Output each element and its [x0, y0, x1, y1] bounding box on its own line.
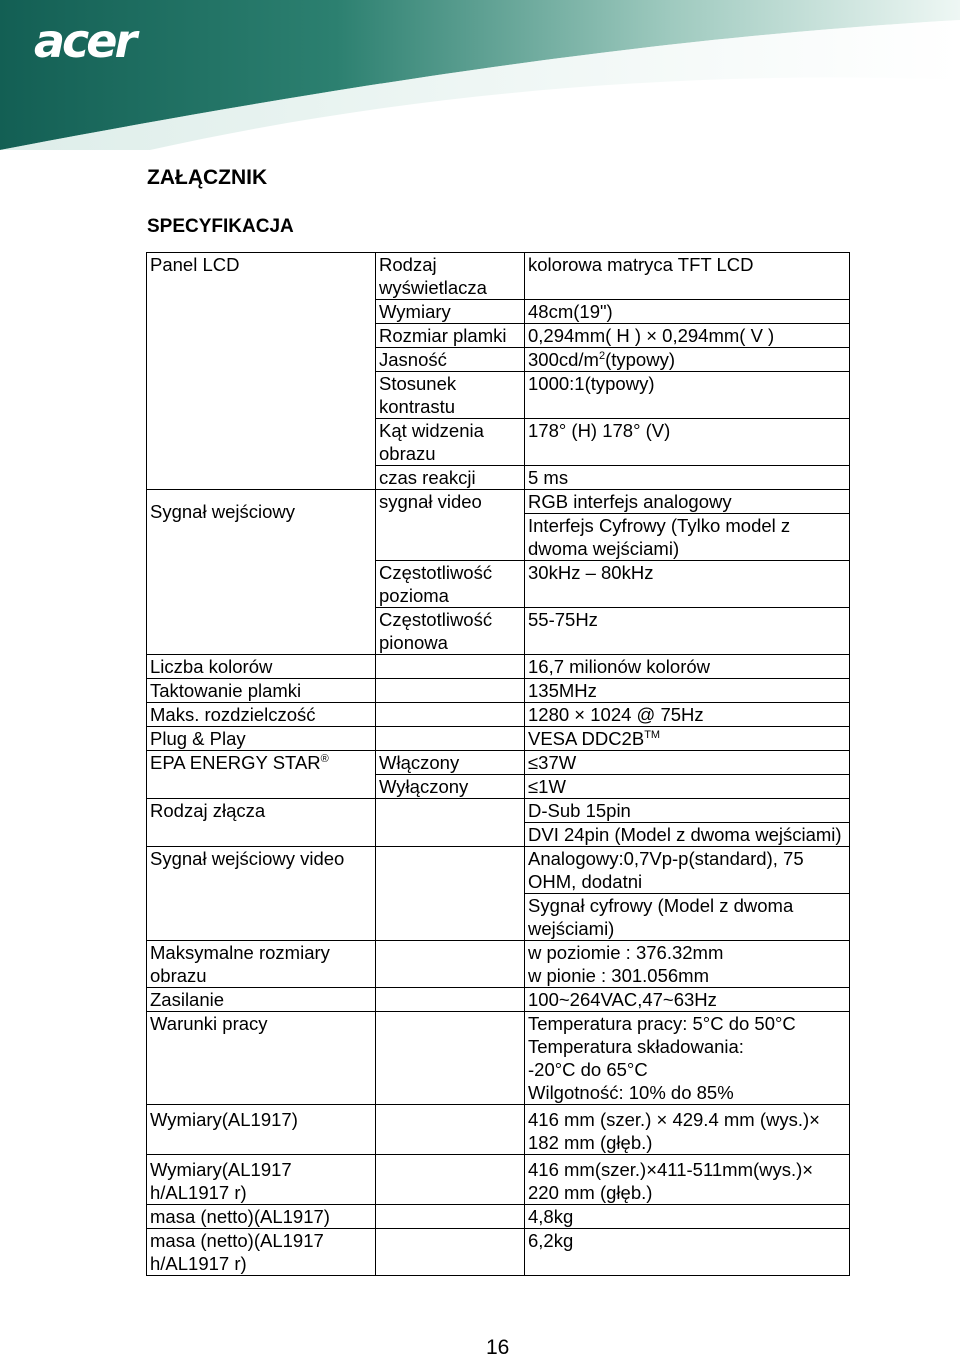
- table-row: [147, 253, 850, 300]
- spec-value: 0,294mm( H ) × 0,294mm( V ): [525, 324, 850, 348]
- empty-cell: [376, 799, 525, 847]
- spec-label: Taktowanie plamki: [147, 679, 376, 703]
- energy-star-label: EPA ENERGY STAR: [150, 752, 321, 773]
- spec-value: [525, 348, 850, 372]
- brightness-value: 300cd/m: [528, 349, 599, 370]
- empty-cell: [376, 1205, 525, 1229]
- spec-value: 48cm(19"): [525, 300, 850, 324]
- spec-value: [525, 941, 850, 988]
- spec-value: ≤1W: [525, 775, 850, 799]
- spec-value: DVI 24pin (Model z dwoma wejściami): [525, 823, 850, 847]
- page-number: 16: [486, 1336, 510, 1359]
- value-line: -20°C do 65°C: [528, 1059, 648, 1080]
- spec-label: Wymiary(AL1917 h/AL1917 r): [147, 1155, 376, 1205]
- header-swoosh: [0, 0, 960, 150]
- empty-cell: [376, 727, 525, 751]
- table-row: [147, 1105, 850, 1155]
- spec-label: Rodzaj złącza: [147, 799, 376, 847]
- spec-value: 5 ms: [525, 466, 850, 490]
- spec-value: 416 mm (szer.) × 429.4 mm (wys.)× 182 mm (głęb.): [525, 1105, 850, 1155]
- spec-label: Jasność: [376, 348, 525, 372]
- spec-label: czas reakcji: [376, 466, 525, 490]
- value-line: Temperatura pracy: 5°C do 50°C: [528, 1013, 796, 1034]
- spec-value: RGB interfejs analogowy: [525, 490, 850, 514]
- spec-value: ≤37W: [525, 751, 850, 775]
- spec-value: 1000:1(typowy): [525, 372, 850, 419]
- empty-cell: [376, 1229, 525, 1276]
- spec-value: Sygnał cyfrowy (Model z dwoma wejściami): [525, 894, 850, 941]
- spec-label: Wymiary: [376, 300, 525, 324]
- spec-label: Kąt widzenia obrazu: [376, 419, 525, 466]
- spec-value: 4,8kg: [525, 1205, 850, 1229]
- spec-label: Częstotliwość pozioma: [376, 561, 525, 608]
- trademark-mark: TM: [644, 729, 661, 741]
- empty-cell: [376, 703, 525, 727]
- header-banner: [0, 0, 960, 150]
- spec-label: Rodzaj wyświetlacza: [376, 253, 525, 300]
- plug-play-value: VESA DDC2B: [528, 728, 645, 749]
- spec-label: Zasilanie: [147, 988, 376, 1012]
- table-row: [147, 1155, 850, 1205]
- spec-label: Liczba kolorów: [147, 655, 376, 679]
- empty-cell: [376, 655, 525, 679]
- spec-label: Rozmiar plamki: [376, 324, 525, 348]
- spec-value: D-Sub 15pin: [525, 799, 850, 823]
- table-row: [147, 703, 850, 727]
- table-row: [147, 799, 850, 823]
- spec-label: masa (netto)(AL1917): [147, 1205, 376, 1229]
- spec-group-label: [147, 751, 376, 799]
- spec-label: Wyłączony: [376, 775, 525, 799]
- spec-table: [146, 252, 850, 1276]
- empty-cell: [376, 679, 525, 703]
- spec-label: Stosunek kontrastu: [376, 372, 525, 419]
- spec-label: Włączony: [376, 751, 525, 775]
- spec-value: 55-75Hz: [525, 608, 850, 655]
- spec-value: [525, 727, 850, 751]
- table-row: [147, 941, 850, 988]
- spec-group-label: Panel LCD: [147, 253, 376, 490]
- spec-value: 16,7 milionów kolorów: [525, 655, 850, 679]
- table-row: [147, 727, 850, 751]
- table-row: [147, 1229, 850, 1276]
- section-title: SPECYFIKACJA: [147, 216, 294, 237]
- empty-cell: [376, 988, 525, 1012]
- empty-cell: [376, 847, 525, 941]
- value-line: w pionie : 301.056mm: [528, 965, 709, 986]
- spec-value: 6,2kg: [525, 1229, 850, 1276]
- spec-label: sygnał video: [376, 490, 525, 561]
- superscript: 2: [598, 350, 606, 362]
- value-line: Wilgotność: 10% do 85%: [528, 1082, 734, 1103]
- table-row: [147, 679, 850, 703]
- spec-value: 416 mm(szer.)×411-511mm(wys.)× 220 mm (głęb.): [525, 1155, 850, 1205]
- page-title: ZAŁĄCZNIK: [147, 166, 268, 189]
- table-row: [147, 490, 850, 514]
- spec-label: Częstotliwość pionowa: [376, 608, 525, 655]
- spec-value: 1280 × 1024 @ 75Hz: [525, 703, 850, 727]
- input-signal-label: Sygnał wejściowy: [150, 501, 295, 522]
- table-row: [147, 751, 850, 775]
- spec-label: Plug & Play: [147, 727, 376, 751]
- spec-label: masa (netto)(AL1917 h/AL1917 r): [147, 1229, 376, 1276]
- spec-label: Sygnał wejściowy video: [147, 847, 376, 941]
- spec-value: 178° (H) 178° (V): [525, 419, 850, 466]
- spec-label: Wymiary(AL1917): [147, 1105, 376, 1155]
- registered-mark: ®: [320, 753, 329, 765]
- spec-value: 100~264VAC,47~63Hz: [525, 988, 850, 1012]
- value-line: w poziomie : 376.32mm: [528, 942, 724, 963]
- table-row: [147, 1205, 850, 1229]
- spec-value: Analogowy:0,7Vp-p(standard), 75 OHM, dodatni: [525, 847, 850, 894]
- spec-value: 135MHz: [525, 679, 850, 703]
- brightness-suffix: (typowy): [605, 349, 675, 370]
- spec-value: [525, 1012, 850, 1105]
- table-row: [147, 1012, 850, 1105]
- empty-cell: [376, 941, 525, 988]
- spec-label: Maksymalne rozmiary obrazu: [147, 941, 376, 988]
- spec-label: Warunki pracy: [147, 1012, 376, 1105]
- value-line: Temperatura składowania:: [528, 1036, 744, 1057]
- table-row: [147, 655, 850, 679]
- spec-value: Interfejs Cyfrowy (Tylko model z dwoma wejściami): [525, 514, 850, 561]
- empty-cell: [376, 1155, 525, 1205]
- table-row: [147, 988, 850, 1012]
- acer-logo: acer: [34, 14, 135, 68]
- empty-cell: [376, 1012, 525, 1105]
- spec-group-label: [147, 490, 376, 655]
- spec-value: kolorowa matryca TFT LCD: [525, 253, 850, 300]
- table-row: [147, 847, 850, 894]
- spec-label: Maks. rozdzielczość: [147, 703, 376, 727]
- spec-value: 30kHz – 80kHz: [525, 561, 850, 608]
- empty-cell: [376, 1105, 525, 1155]
